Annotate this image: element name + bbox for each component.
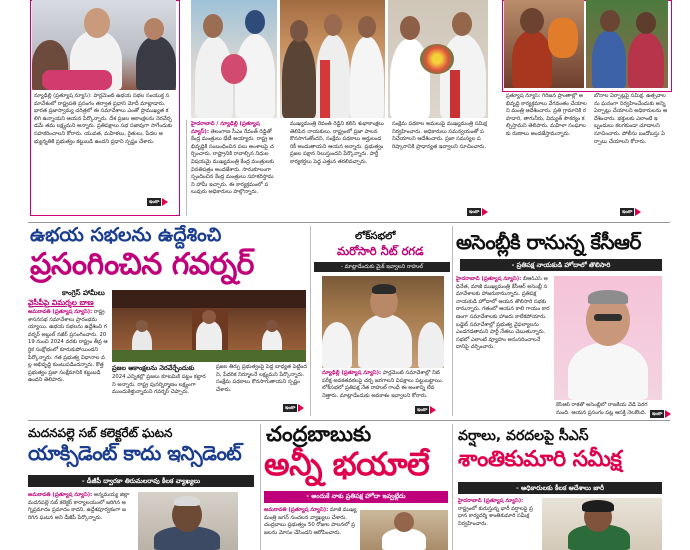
governor-text-3: ప్రజల తీర్పు ప్రభుత్వంపై పెద్ద బాధ్యత పెట్టిందని, పేదరిక నిర్మూలనే లక్ష్యమని పేర్కొన్నారు. సంక్షేమ పథకాలు కొనసాగుతాయని స్పష్టం చేశారు. (216, 364, 307, 393)
rains-band: - అధికారులకు కీలక ఆదేశాలు జారీ (458, 482, 662, 494)
rains-text: హైదరాబాద్ (ప్రత్యూష న్యూస్): రాష్ట్రంలో కురుస్తున్న భారీ వర్షాలపై ప్రధాన కార్యదర్శి శాంతికుమారి సమీక్ష నిర్వహించారు. (458, 498, 533, 527)
more-button[interactable]: ఇంకా (652, 411, 663, 417)
rains-kicker: వర్షాలు, వరదలపై సీఎస్ (458, 428, 589, 444)
column-rule (186, 120, 187, 216)
governor-text-2: 2024 ఎన్నికల్లో ప్రజలు కూటమికి పట్టం కట్టారని అన్నారు. రాష్ట్ర పునర్నిర్మాణం లక్ష్యంగా ముందుకెళ్తున్నామని గవర్నర్ చెప్పారు. (112, 374, 206, 396)
photo-pm (32, 0, 176, 90)
story-revanth-review-text: సంక్షేమ పథకాల అమలుపై ముఖ్యమంత్రి సమీక్ష నిర్వహించారు. అధికారులు సమన్వయంతో పనిచేయాలని ఆదేశించారు. ప్రజా సమస్యల పరిష్కారానికి ప్రాధాన్యత ఇవ్వాలని సూచించారు. (392, 121, 487, 150)
column-rule (452, 226, 453, 416)
chandrababu-text: అమరావతి (ప్రత్యూష న్యూస్): మాజీ ముఖ్యమంత్రి జగన్ సంచలన వ్యాఖ్యలు చేశారు. చంద్రబాబు ప్రభుత్వం 50 రోజుల పాలనలో ప్రజలను మోసం చేసిందని ఆరోపించారు. (264, 507, 357, 536)
story-revanth-group-text: ముఖ్యమంత్రి రేవంత్ రెడ్డిని కలిసి శుభాకాంక్షలు తెలిపిన నాయకులు. రాష్ట్రంలో ప్రజా పాలన కొనసాగుతోందని, సంక్షేమ పథకాలు అర్హులందరికీ అందుతాయని ఆయన అన్నారు. ప్రభుత్వం ప్రజల పక్షాన నిలుస్తుందని పేర్కొన్నారు. పార్టీ కార్యకర్తలు పెద్ద ఎత్తున తరలివచ్చారు. (290, 121, 384, 165)
photo-jagan (360, 510, 448, 550)
more-button[interactable]: ఇంకా (285, 405, 296, 411)
story-pm-text: న్యూఢిల్లీ (ప్రత్యూష న్యూస్): పార్లమెంట్ ఉభయ సభల సంయుక్త సమావేశంలో రాష్ట్రపతి ప్రసంగం తర్వాత ప్రధాని మోదీ మాట్లాడారు. భారత ప్రజాస్వామ్య చరిత్రలో ఈ సమావేశాలు ఎంతో ప్రాముఖ్యత కలిగి ఉన్నాయని ఆయన పేర్కొన్నారు. దేశ ప్రజల ఆకాంక్షలను నెరవేర్చడమే తమ లక్ష్యమని అన్నారు. ప్రతిపక్షాలు సభ సజావుగా సాగేందుకు సహకరించాలని కోరారు. యువత, మహిళలు, రైతులు, పేదల అభ్యున్నతికి ప్రభుత్వం కట్టుబడి ఉందని ప్రధాని స్పష్టం చేశారు. (34, 93, 173, 145)
photo-assembly-governor (112, 290, 306, 362)
kcr-text-2: కేసీఆర్ రాకతో అసెంబ్లీలో రాజకీయ వేడి పెరగనుంది. ఆయన ప్రసంగం పట్ల ఆసక్తి నెలకొంది. (556, 402, 648, 416)
rahul-headline: మరోసారి నీట్ రగడ (337, 244, 424, 258)
madanapalle-text: అమరావతి (ప్రత్యూష న్యూస్): అన్నమయ్య జిల్లా మదనపల్లె సబ్ కలెక్టర్ కార్యాలయంలో జరిగిన అగ్నిప్రమాదం ప్రమాదం కాదని, ఉద్దేశపూర్వకంగా జరిగిన ఘటన అని డీజీపీ పేర్కొన్నారు. (28, 492, 130, 521)
column-rule (310, 226, 311, 416)
more-button[interactable]: ఇంకా (469, 209, 480, 215)
section-divider (28, 420, 670, 421)
top-section (0, 0, 690, 222)
rahul-band: - మాట్లాడేందుకు మైక్ ఇవ్వాలని రాహుల్ (314, 262, 450, 272)
photo-shanthi-kumari (542, 498, 662, 550)
governor-photo-caption: ప్రజల ఆకాంక్షలను నెరవేర్చేందుకు (112, 364, 195, 372)
photo-kcr (554, 276, 662, 400)
photo-tribal-group (586, 0, 668, 88)
photo-revanth-bouquet (388, 0, 488, 118)
chandrababu-band: - అందుకే నాకు ప్రతిపక్ష హోదా ఇవ్వట్లేదు (264, 491, 448, 503)
more-button[interactable]: ఇంకా (622, 209, 633, 215)
photo-dgp (138, 492, 238, 550)
governor-kicker: ఉభయ సభలను ఉద్దేశించి (30, 224, 222, 246)
madanapalle-kicker: మదనపల్లె సబ్ కలెక్టరేట్ ఘటన (28, 426, 173, 440)
rains-headline: శాంతికుమారి సమీక్ష (458, 447, 622, 472)
madanapalle-headline: యాక్సిడెంట్ కాదు ఇన్సిడెంట్ (28, 441, 242, 465)
madanapalle-band: - డీజీపీ ద్వారకా తిరుమలరావు కీలక వ్యాఖ్యలు (28, 475, 254, 487)
story-revanth-text: హైదరాబాద్ / న్యూఢిల్లీ (ప్రత్యూష న్యూస్): తెలంగాణ సీఎం రేవంత్ రెడ్డితో కేంద్ర మంత్రులు భేటీ అయ్యారు. రాష్ట్ర అభివృద్ధికి సంబంధించిన పలు అంశాలపై చర్చించారు. రాష్ట్రానికి రావాల్సిన నిధుల విషయమై ముఖ్యమంత్రి కేంద్ర మంత్రులకు వినతిపత్రం అందజేశారు. సానుకూలంగా స్పందించిన కేంద్ర మంత్రులు సహకరిస్తామని హామీ ఇచ్చారు. ఈ కార్యక్రమంలో పలువురు అధికారులు పాల్గొన్నారు. (191, 121, 275, 196)
column-rule (452, 424, 453, 550)
more-button[interactable]: ఇంకా (149, 199, 160, 205)
chandrababu-headline: అన్నీ భయాలే (264, 445, 430, 483)
governor-sub-2: వైసీపీపై విమర్శల బాణ (28, 298, 94, 307)
governor-headline: ప్రసంగించిన గవర్నర్ (30, 247, 254, 282)
kcr-text-1: హైదరాబాద్ (ప్రత్యూష న్యూస్): బీఆర్ఎస్ అధినేత, మాజీ ముఖ్యమంత్రి కేసీఆర్ అసెంబ్లీ సమావేశాలకు హాజరుకానున్నారు. ప్రతిపక్ష నాయకుడి హోదాలో ఆయన తొలిసారి సభకు రానున్నారు. గతంలో ఆయన కాలి గాయం కారణంగా సమావేశాలకు హాజరు కాలేకపోయారు. బడ్జెట్ సమావేశాల్లో ప్రభుత్వ వైఫల్యాలను ఎండగడతామని పార్టీ నేతలు చెబుతున్నారు. సభలో ఎలాంటి వ్యూహం అనుసరించాలనే దానిపై చర్చించారు. (456, 276, 550, 351)
more-button[interactable]: ఇంకా (417, 407, 428, 413)
photo-revanth-ministers (191, 0, 277, 118)
column-rule (260, 424, 261, 550)
kcr-band: - ప్రతిపక్ష నాయకుడి హోదాలో తొలిసారి (460, 259, 662, 271)
governor-text-1: అమరావతి (ప్రత్యూష న్యూస్): రాష్ట్ర శాసనసభ సమావేశాలు ప్రారంభమయ్యాయి. ఉభయ సభలను ఉద్దేశించి గవర్నర్ అబ్దుల్ నజీర్ ప్రసంగించారు. 2019 నుంచి 2024 వరకు రాష్ట్రం తీవ్ర ఆర్థిక సంక్షోభంలో కూరుకుపోయిందని పేర్కొన్నారు. గత ప్రభుత్వ విధానాల వల్ల అభివృద్ధి కుంటుపడిందన్నారు. కొత్త ప్రభుత్వం ప్రజా సంక్షేమానికి కట్టుబడి ఉందని తెలిపారు. (28, 309, 108, 384)
rahul-kicker: లోక్‌సభలో (355, 231, 396, 242)
rahul-text: న్యూఢిల్లీ (ప్రత్యూష న్యూస్): పార్లమెంట్ సమావేశాల్లో నీట్ పరీక్ష అవకతవకలపై చర్చ జరగాలని విపక్షాలు పట్టుబట్టాయి. లోక్‌సభలో ప్రతిపక్ష నేత రాహుల్ గాంధీ ఈ అంశాన్ని లేవనెత్తారు. మాట్లాడేందుకు అవకాశం ఇవ్వాలని కోరారు. (322, 370, 444, 399)
section-divider (28, 222, 670, 223)
chandrababu-kicker: చంద్రబాబుకు (266, 422, 372, 446)
story-tribal-text: ప్రత్యూష న్యూస్: గిరిజన ప్రాంతాల్లో అభివృద్ధి కార్యక్రమాలు వేగవంతం చేయాలని మంత్రి ఆదేశించారు. ప్రతి గ్రామానికి రహదారి, తాగునీరు, విద్యుత్ సౌకర్యం కల్పిస్తామని తెలిపారు. మహిళా సంఘాలకు రుణాలు అందజేస్తామన్నారు. (506, 93, 587, 137)
photo-revanth-group (280, 0, 385, 118)
governor-sub-1: కాంగ్రెస్ హామీలు (62, 289, 105, 297)
photo-rahul-gandhi (322, 276, 444, 368)
photo-tribal-women (504, 0, 584, 88)
kcr-headline: అసెంబ్లీకి రానున్న కేసీఆర్ (456, 230, 641, 254)
story-bonalu-text: బోనాల ఏర్పాట్లపై సమీక్ష. ఉత్సవాలను ఘనంగా నిర్వహించేందుకు అన్ని ఏర్పాట్లు చేయాలని అధికారులను ఆదేశించారు. భక్తులకు ఎలాంటి ఇబ్బందులు కలగకుండా చూడాలని సూచించారు. పోలీసు బందోబస్తు ఏర్పాటు చేయాలని కోరారు. (594, 93, 668, 145)
